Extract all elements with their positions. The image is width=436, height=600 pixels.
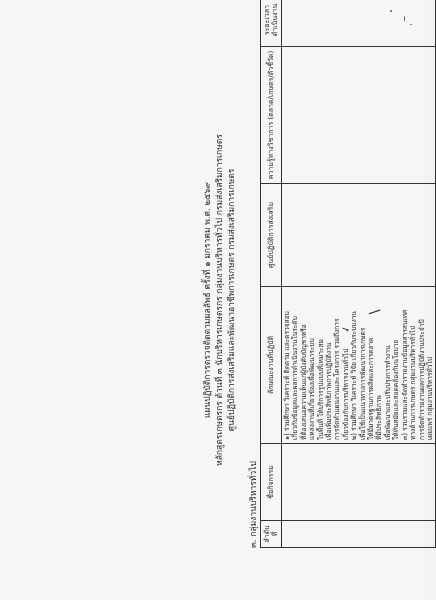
cell-period: [282, 0, 436, 47]
cell-no: [282, 521, 436, 548]
handwritten-tick: ✓: [339, 322, 354, 335]
detail-line: ๒) ร่วมศึกษา วิเคราะห์ วิจัย เกี่ยวกับระบบงาน: [350, 311, 359, 440]
detail-line: เกี่ยวกับข้อมูลและผลการดำเนินงานในระดับ: [291, 316, 300, 440]
activity-table: [260, 0, 436, 548]
section-title: ๓. กลุ่มงานบริหารทั่วไป: [249, 461, 259, 548]
cell-name: [282, 444, 436, 521]
document-header-line-2: หลักสูตรเกษตรกร ด้านที่ ๓ นักบริหารเกษตรกร กลุ่มงานบริหารทั่วไป กรมส่งเสริมการเกษตร: [215, 134, 225, 466]
header-name: ชื่อกิจกรรม: [261, 444, 282, 521]
detail-line: ที่มีประสิทธิภาพ: [375, 395, 384, 440]
handwritten-signature-mark: ∕: [367, 305, 383, 319]
detail-line: ๑) ร่วมศึกษา วิเคราะห์ ติดตาม และตรวจสอบ: [283, 311, 291, 440]
header-unit: ศูนย์ปฏิบัติการส่งเสริม: [261, 184, 282, 287]
header-detail: ลักษณะงานที่ปฏิบัติ: [261, 287, 282, 444]
detail-line: ที่ต้องเสนอความเห็นแก่ผู้บังคับบัญชาหรือ: [299, 324, 308, 440]
table-header-row: [261, 0, 282, 548]
detail-line: เผยแพร่ กลุ่มงานบริหารทั่วไป: [425, 357, 434, 440]
detail-line: ให้ทันสมัยและสอดคล้องกับนโยบาย: [392, 339, 401, 440]
detail-line: เพื่อใช้เป็นแนวทางการพัฒนาการเกษตร: [358, 327, 367, 440]
detail-line: ทางด้านการเกษตร กลุ่มงานบริหารทั่วไป: [409, 325, 418, 440]
document-header-line-3: ศูนย์ปฏิบัติการส่งเสริมและพัฒนาอาชีพการเกษตร กรมส่งเสริมการเกษตร: [227, 168, 237, 432]
detail-line: เพื่อพัฒนาและปรับปรุงการทำงาน: [383, 345, 392, 440]
document-header-line-1: แผนปฏิบัติการตรวจติดตามผลลัพธ์ ครั้งที่ ๑ มกราคม พ.ศ. ๒๕๖๙: [203, 181, 213, 419]
detail-line: แหล่งงานที่เกี่ยวข้องเพื่อพัฒนาระบบ: [308, 338, 317, 440]
detail-line: การจัดทำรายงานผลการปฏิบัติงานประจำปี: [417, 319, 426, 440]
cell-detail: [282, 287, 436, 444]
detail-list: [283, 290, 434, 440]
header-no: ลำดับ ที่: [261, 521, 282, 548]
detail-line: การจัดทำแผนงานและโครงการ รวมถึงการ: [333, 318, 342, 440]
header-period: ระยะเวลา ดำเนินงาน: [261, 0, 282, 47]
cell-result: [282, 47, 436, 184]
detail-line: ในพื้นที่ ให้บริการรูปแบบที่เหมาะสม: [316, 339, 325, 440]
table-row: [282, 0, 436, 548]
header-result: ความรู้ทางวิชาการ (ตลาด/เกษตร/ตัวชี้วัด): [261, 47, 282, 184]
detail-line: เกี่ยวข้องกับการบริหารงานทั่วไป: [341, 348, 350, 440]
detail-line: ๓) รวบรวมและจัดทำรายงานข้อมูลสารสนเทศ: [400, 309, 409, 440]
cell-unit: [282, 184, 436, 287]
detail-line: ให้มีมาตรฐานการผลิตและการตลาด: [367, 337, 376, 440]
detail-line: เพื่อเพิ่มประสิทธิภาพการปฏิบัติงาน: [325, 342, 334, 440]
